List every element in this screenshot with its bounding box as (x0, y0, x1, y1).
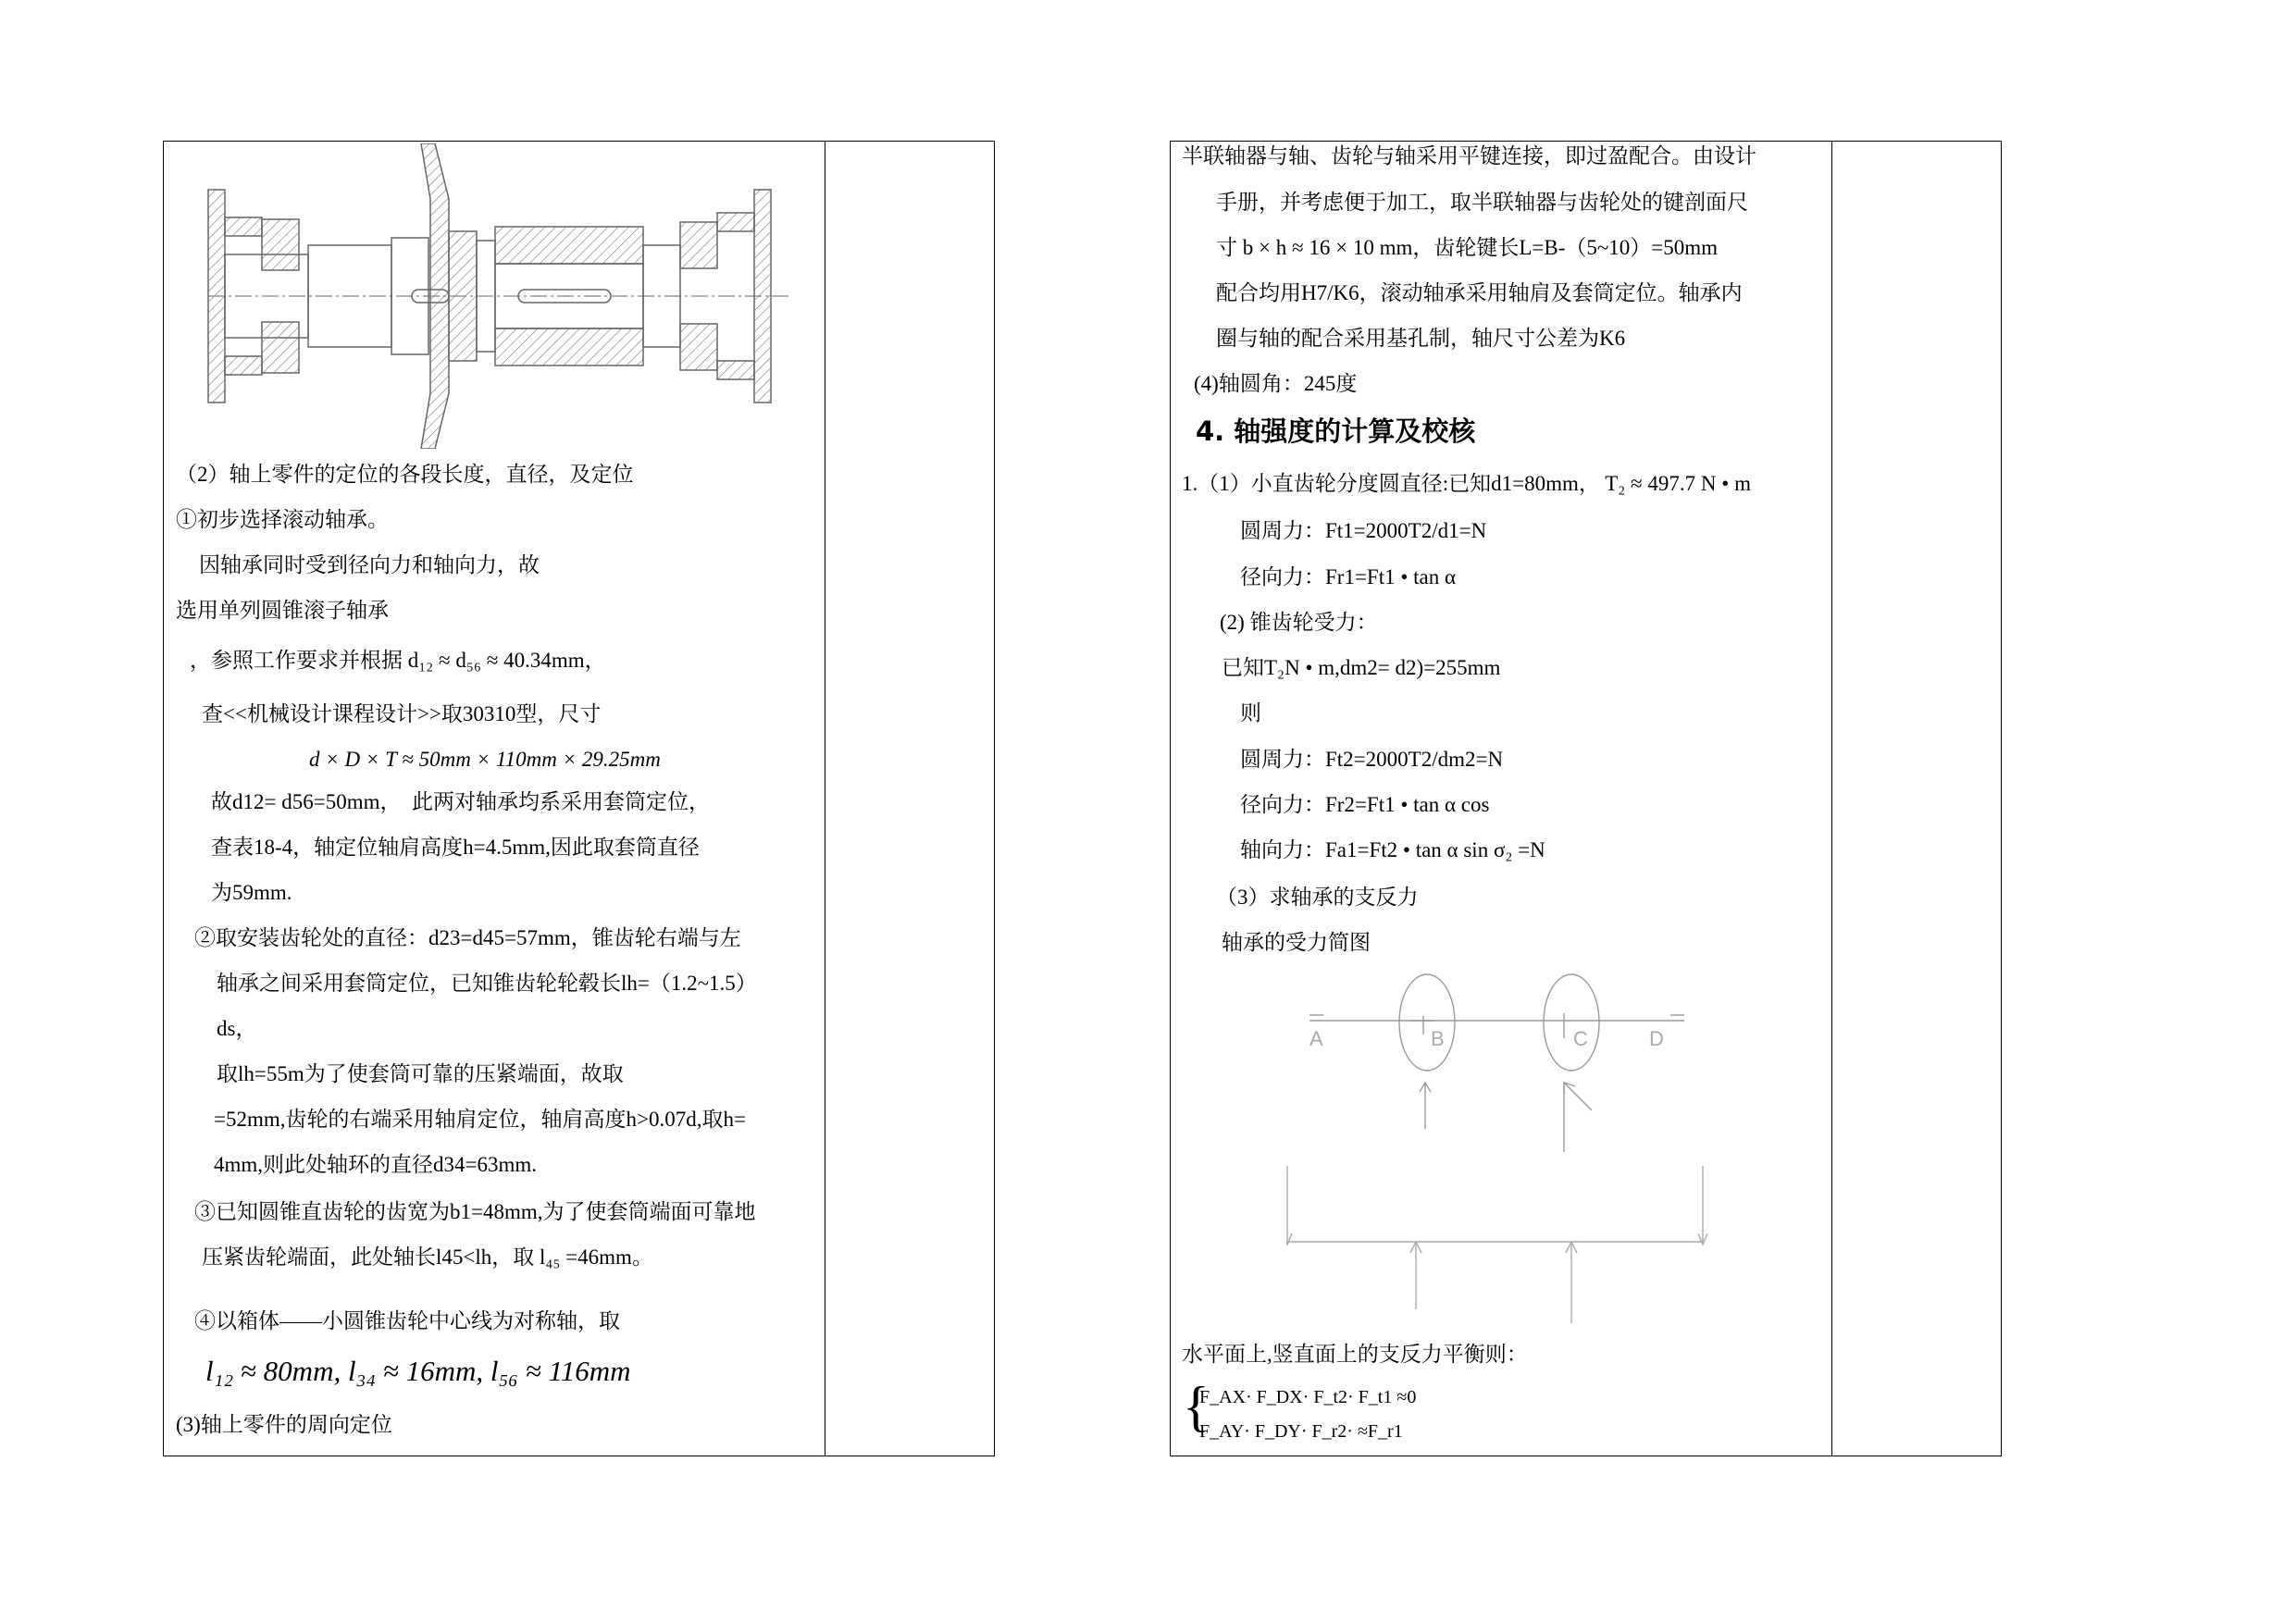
right-line-6: (4)轴圆角：245度 (1194, 372, 1358, 395)
right-line-9: 圆周力：Ft1=2000T2/d1=N (1240, 519, 1487, 542)
left-line-13: ds， (217, 1017, 257, 1040)
right-line-3: 寸 b × h ≈ 16 × 10 mm，齿轮键长L=B-（5~10）=50mm (1216, 236, 1719, 259)
left-line-10: 为59mm. (211, 881, 292, 904)
left-line-9: 查表18-4，轴定位轴肩高度h=4.5mm,因此取套筒直径 (211, 836, 700, 859)
left-line-15: =52mm,齿轮的右端采用轴肩定位，轴肩高度h>0.07d,取h= (214, 1108, 746, 1131)
left-line-1: （2）轴上零件的定位的各段长度，直径，及定位 (176, 463, 634, 486)
right-line-11: (2) 锥齿轮受力： (1220, 611, 1378, 634)
left-line-18: 压紧齿轮端面，此处轴长l45<lh，取 l₄₅ =46mm。 (202, 1245, 653, 1269)
shaft-assembly-drawing (199, 143, 800, 449)
left-line-11: ②取安装齿轮处的直径：d23=d45=57mm，锥齿轮右端与左 (194, 926, 741, 949)
left-line-3: 因轴承同时受到径向力和轴向力，故 (199, 553, 540, 576)
left-line-5: ，参照工作要求并根据 d₁₂ ≈ d₅₆ ≈ 40.34mm， (190, 649, 606, 672)
equation-1: F_AX· F_DX· F_t2· F_t1 ≈0 (1199, 1387, 1417, 1407)
left-line-20: l₁₂ ≈ 80mm, l₃₄ ≈ 16mm, l₅₆ ≈ 116mm (205, 1355, 631, 1387)
right-line-19: 水平面上,竖直面上的支反力平衡则： (1182, 1343, 1528, 1366)
left-line-2: ①初步选择滚动轴承。 (176, 508, 389, 531)
right-line-15: 径向力：Fr2=Ft1 • tan α cos (1240, 793, 1490, 816)
right-line-2: 手册，并考虑便于加工，取半联轴器与齿轮处的键剖面尺 (1216, 191, 1748, 214)
diagram-label-b: B (1431, 1027, 1445, 1050)
equation-2: F_AY· F_DY· F_r2· ≈F_r1 (1199, 1421, 1403, 1442)
left-line-19: ④以箱体——小圆锥齿轮中心线为对称轴，取 (194, 1309, 620, 1332)
diagram-label-d: D (1649, 1027, 1664, 1050)
left-line-7: d × D × T ≈ 50mm × 110mm × 29.25mm (309, 748, 661, 771)
diagram-label-c: C (1573, 1027, 1588, 1050)
right-panel-divider (1831, 142, 1832, 1456)
right-line-5: 圈与轴的配合采用基孔制，轴尺寸公差为K6 (1216, 327, 1626, 350)
bearing-force-diagram (1286, 972, 1712, 1342)
left-line-16: 4mm,则此处轴环的直径d34=63mm. (214, 1153, 538, 1176)
right-line-10: 径向力：Fr1=Ft1 • tan α (1240, 565, 1457, 588)
left-line-6: 查<<机械设计课程设计>>取30310型，尺寸 (202, 702, 602, 725)
left-line-4: 选用单列圆锥滚子轴承 (176, 599, 389, 622)
left-line-17: ③已知圆锥直齿轮的齿宽为b1=48mm,为了使套筒端面可靠地 (194, 1200, 756, 1223)
right-line-14: 圆周力：Ft2=2000T2/dm2=N (1240, 748, 1504, 771)
left-line-14: 取lh=55m为了使套筒可靠的压紧端面，故取 (217, 1062, 624, 1085)
right-line-13: 则 (1240, 701, 1261, 725)
right-line-4: 配合均用H7/K6，滚动轴承采用轴肩及套筒定位。轴承内 (1216, 281, 1743, 304)
equation-brace: { (1183, 1376, 1210, 1437)
diagram-label-a: A (1309, 1027, 1323, 1050)
right-line-17: （3）求轴承的支反力 (1216, 886, 1419, 909)
right-line-12: 已知T₂N • m,dm2= d2)=255mm (1222, 656, 1501, 679)
left-line-12: 轴承之间采用套筒定位，已知锥齿轮轮毂长lh=（1.2~1.5） (217, 972, 757, 995)
right-line-18: 轴承的受力简图 (1222, 931, 1371, 954)
right-line-16: 轴向力：Fa1=Ft2 • tan α sin σ₂ =N (1240, 838, 1545, 861)
left-line-21: (3)轴上零件的周向定位 (176, 1413, 392, 1436)
left-line-8: 故d12= d56=50mm， 此两对轴承均系采用套筒定位， (211, 790, 710, 813)
right-line-1: 半联轴器与轴、齿轮与轴采用平键连接，即过盈配合。由设计 (1182, 144, 1756, 167)
right-line-8: 1.（1）小直齿轮分度圆直径:已知d1=80mm， T₂ ≈ 497.7 N • m (1182, 472, 1751, 495)
section-heading: 4. 轴强度的计算及校核 (1196, 415, 1476, 447)
